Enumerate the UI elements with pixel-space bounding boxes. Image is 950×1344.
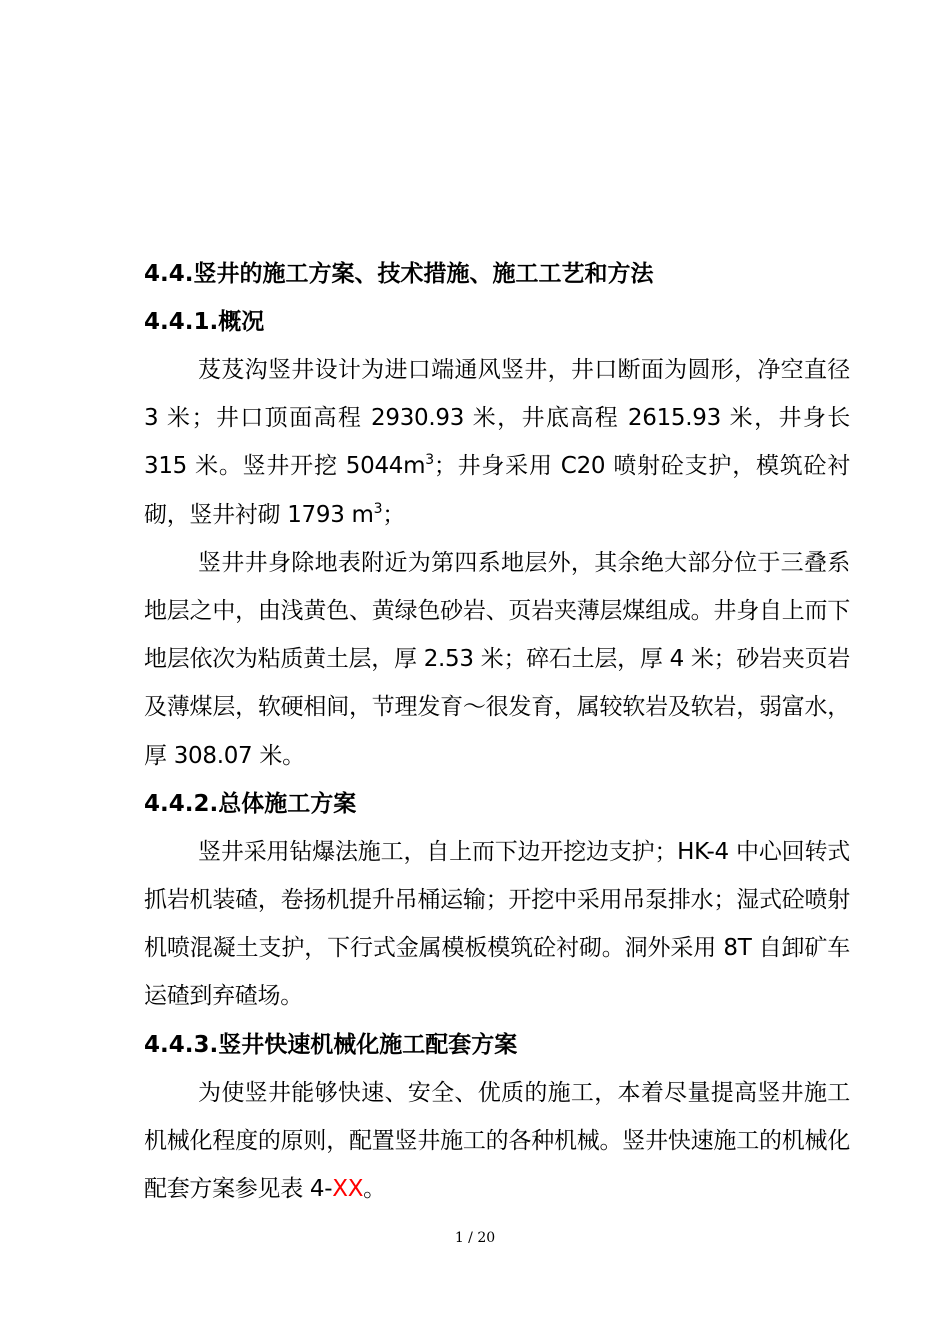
- superscript-cubic-1: 3: [425, 452, 434, 469]
- table-number-placeholder: XX: [332, 1176, 364, 1203]
- mechanization-text-2: 。: [363, 1176, 386, 1203]
- overview-text-2: ；井身采用 C20 喷射砼支护，模筑砼衬砌，竖井衬砌 1793 m: [144, 453, 850, 528]
- paragraph-geology: 竖井井身除地表附近为第四系地层外，其余绝大部分位于三叠系地层之中，由浅黄色、黄绿色砂岩、页岩夹薄层煤组成。井身自上而下地层依次为粘质黄土层，厚 2.53 米；碎石土层，厚 4 米；砂岩夹页岩及薄煤层，软硬相间，节理发育～很发育，属较软岩及软岩，弱富水，厚 308.07 米。: [144, 549, 850, 769]
- section-heading-4-4: 4.4.竖井的施工方案、技术措施、施工工艺和方法: [144, 261, 654, 287]
- section-heading-4-4-3: 4.4.3.竖井快速机械化施工配套方案: [144, 1031, 518, 1058]
- superscript-cubic-2: 3: [373, 500, 383, 517]
- paragraph-construction-plan: 竖井采用钻爆法施工，自上而下边开挖边支护；HK-4 中心回转式抓岩机装碴，卷扬机提升吊桶运输；开挖中采用吊泵排水；湿式砼喷射机喷混凝土支护，下行式金属模板模筑砼衬砌。洞外采用 8T 自卸矿车运碴到弃碴场。: [144, 838, 850, 1010]
- mechanization-text-1: 为使竖井能够快速、安全、优质的施工，本着尽量提高竖井施工机械化程度的原则，配置竖井施工的各种机械。竖井快速施工的机械化配套方案参见表 4-: [144, 1079, 850, 1203]
- overview-text-3: ；: [382, 501, 405, 528]
- paragraph-mechanization: [144, 1069, 850, 1214]
- section-heading-4-4-2: 4.4.2.总体施工方案: [144, 790, 357, 817]
- page-content: [144, 250, 850, 1213]
- section-heading-4-4-1: 4.4.1.概况: [144, 309, 265, 335]
- page-number: 1 / 20: [454, 1230, 496, 1246]
- paragraph-overview: [144, 346, 850, 539]
- overview-text-1: 芨芨沟竖井设计为进口端通风竖井，井口断面为圆形，净空直径 3 米；井口顶面高程 2930.93 米，井底高程 2615.93 米，井身长 315 米。竖井开挖 5044m: [144, 357, 850, 480]
